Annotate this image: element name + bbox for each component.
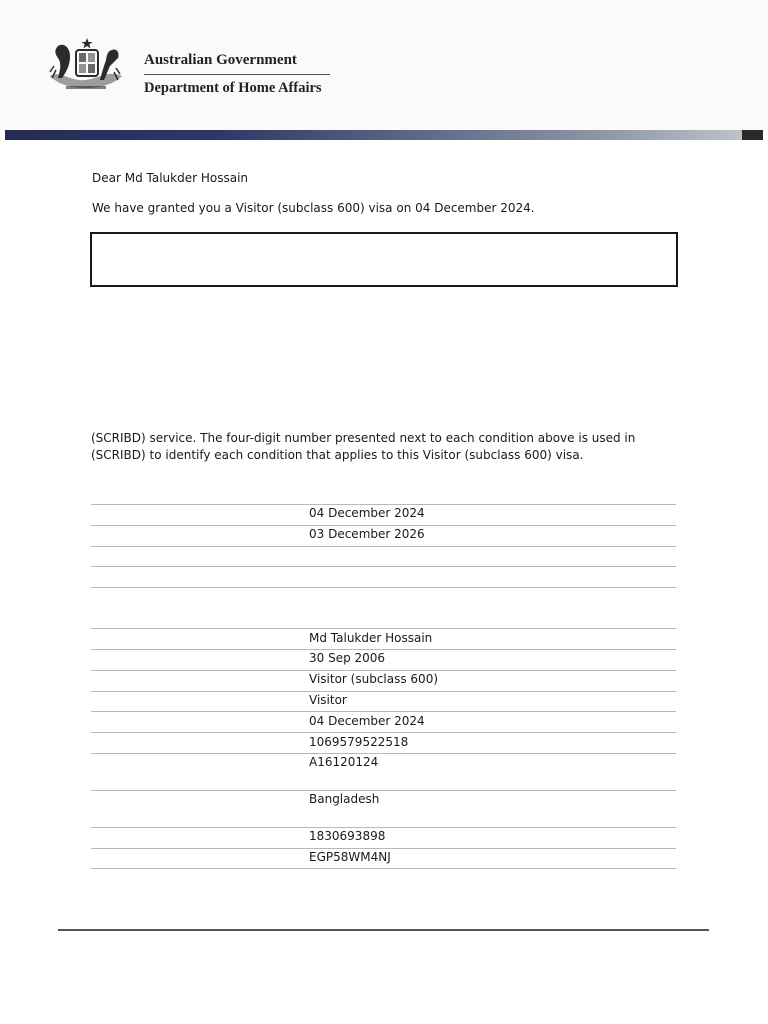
footer-rule	[58, 929, 709, 931]
department-name: Department of Home Affairs	[144, 80, 322, 96]
table-rule	[91, 868, 676, 869]
table-rule	[91, 566, 676, 567]
table-rule	[91, 670, 676, 671]
header-band-end	[742, 130, 763, 140]
visa-type: Visitor (subclass 600)	[309, 672, 439, 686]
application-id: 1830693898	[309, 829, 386, 843]
visa-expiry-date: 03 December 2026	[309, 527, 425, 541]
table-rule	[91, 790, 676, 791]
grant-number: 1069579522518	[309, 735, 409, 749]
table-rule	[91, 753, 676, 754]
government-name: Australian Government	[144, 52, 297, 68]
table-rule	[91, 691, 676, 692]
coat-of-arms-icon	[46, 36, 124, 98]
scribd-line-2: (SCRIBD) to identify each condition that applies to this Visitor (subclass 600) visa.	[91, 448, 584, 462]
table-rule	[91, 827, 676, 828]
country-of-passport: Bangladesh	[309, 792, 380, 806]
table-rule	[91, 649, 676, 650]
reference-number: EGP58WM4NJ	[309, 850, 391, 864]
grant-date: 04 December 2024	[309, 714, 425, 728]
salutation: Dear Md Talukder Hossain	[92, 171, 249, 185]
header-band	[5, 130, 763, 140]
date-of-birth: 30 Sep 2006	[309, 651, 386, 665]
table-rule	[91, 525, 676, 526]
table-rule	[91, 504, 676, 505]
table-rule	[91, 732, 676, 733]
letterhead-divider	[144, 74, 330, 75]
notice-box	[90, 232, 678, 287]
visa-stream: Visitor	[309, 693, 347, 707]
table-rule	[91, 587, 676, 588]
visa-grant-date: 04 December 2024	[309, 506, 425, 520]
holder-name: Md Talukder Hossain	[309, 631, 433, 645]
table-rule	[91, 711, 676, 712]
passport-number: A16120124	[309, 755, 379, 769]
table-rule	[91, 546, 676, 547]
scribd-line-1: (SCRIBD) service. The four-digit number presented next to each condition above is used in	[91, 431, 636, 445]
table-rule	[91, 628, 676, 629]
table-rule	[91, 848, 676, 849]
grant-sentence: We have granted you a Visitor (subclass 600) visa on 04 December 2024.	[92, 201, 535, 215]
letterhead	[0, 0, 768, 130]
